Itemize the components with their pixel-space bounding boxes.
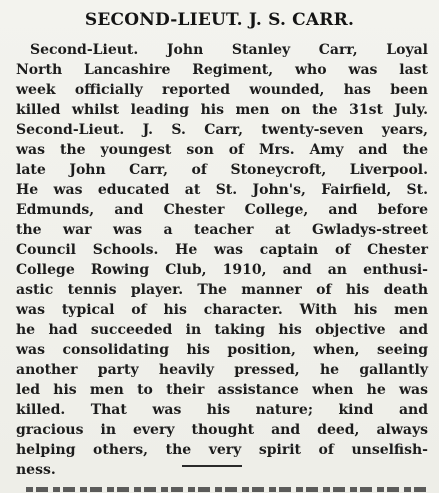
article-line: Second-Lieut. John Stanley Carr, Loyal	[30, 42, 428, 58]
article-line: helping others, the very spirit of unselfish-	[16, 442, 428, 458]
article-line: was the youngest son of Mrs. Amy and the	[16, 142, 428, 158]
article-line: ness.	[16, 462, 56, 478]
cropped-next-article-fragment	[26, 487, 426, 493]
article-line: He was educated at St. John's, Fairfield, St.	[16, 182, 428, 198]
article-line: another party heavily pressed, he gallantly	[16, 362, 428, 378]
article-line: he had succeeded in taking his objective and	[16, 322, 428, 338]
article-line: North Lancashire Regiment, who was last	[16, 62, 428, 78]
article-line: late John Carr, of Stoneycroft, Liverpool.	[16, 162, 428, 178]
article-line: was typical of his character. With his men	[16, 302, 428, 318]
article-line: week officially reported wounded, has been	[16, 82, 428, 98]
article-line: killed. That was his nature; kind and	[16, 402, 428, 418]
article-line: Edmunds, and Chester College, and before	[16, 202, 428, 218]
article-line: astic tennis player. The manner of his death	[16, 282, 428, 298]
article-line: killed whilst leading his men on the 31st July.	[16, 102, 428, 118]
article-line: College Rowing Club, 1910, and an enthusi-	[16, 262, 428, 278]
article-line: Second-Lieut. J. S. Carr, twenty-seven years,	[16, 122, 428, 138]
article-line: gracious in every thought and deed, always	[16, 422, 428, 438]
article-line: Council Schools. He was captain of Chester	[16, 242, 428, 258]
article-line: was consolidating his position, when, seeing	[16, 342, 428, 358]
article-body	[16, 40, 428, 480]
article-headline: SECOND-LIEUT. J. S. CARR.	[84, 10, 355, 30]
article-line: led his men to their assistance when he was	[16, 382, 428, 398]
article-line: the war was a teacher at Gwladys-street	[16, 222, 428, 238]
section-divider-rule	[182, 465, 242, 467]
